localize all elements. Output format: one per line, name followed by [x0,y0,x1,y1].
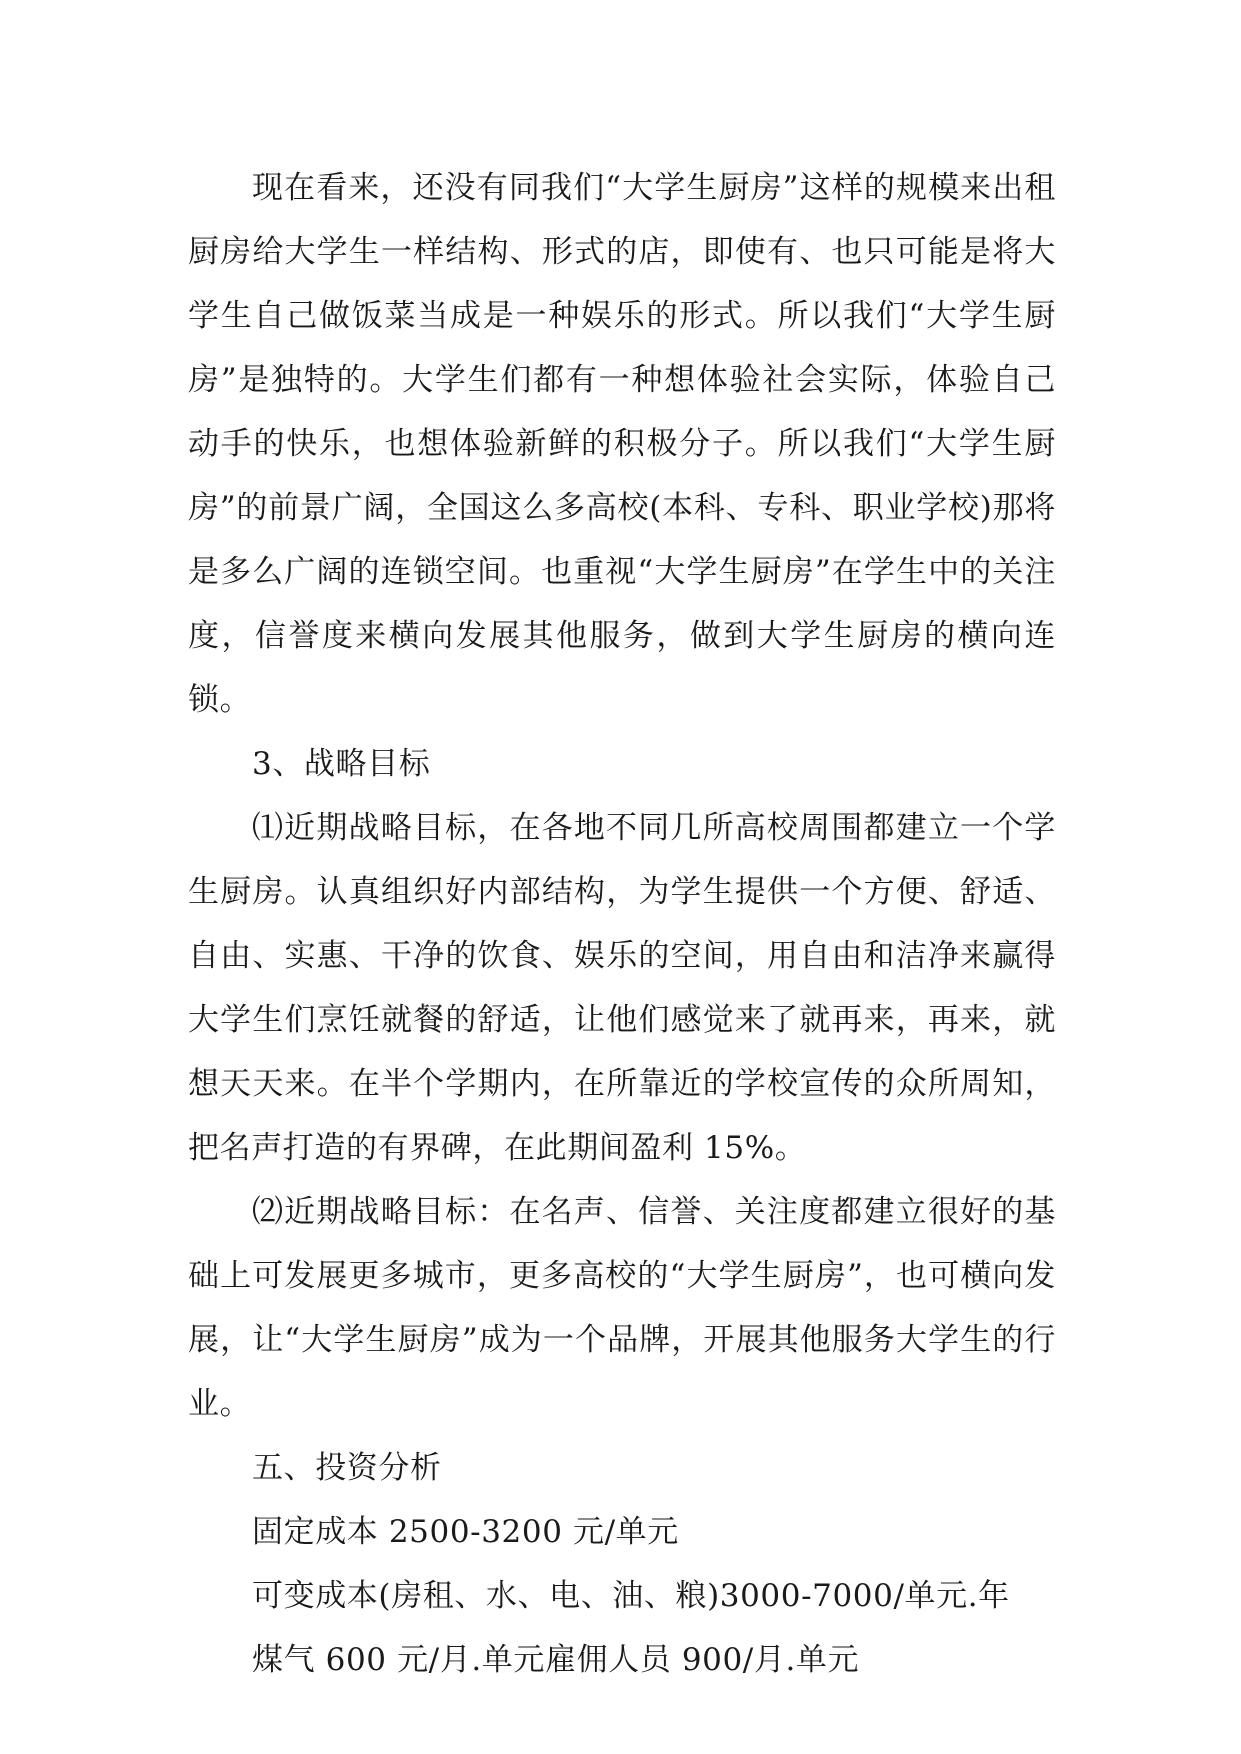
paragraph-short-term-goal-1: ⑴近期战略目标，在各地不同几所高校周围都建立一个学生厨房。认真组织好内部结构，为学生提供一个方便、舒适、自由、实惠、干净的饮食、娱乐的空间，用自由和洁净来赢得大学生们烹饪就餐的舒适，让他们感觉来了就再来，再来，就想天天来。在半个学期内，在所靠近的学校宣传的众所周知，把名声打造的有界碑，在此期间盈利 15%。 [188,810,1056,1166]
line-variable-cost: 可变成本(房租、水、电、油、粮)3000-7000/单元.年 [252,1578,1010,1614]
line-fixed-cost: 固定成本 2500-3200 元/单元 [252,1514,679,1550]
line-gas-and-staff-cost: 煤气 600 元/月.单元雇佣人员 900/月.单元 [252,1642,860,1678]
heading-strategic-goals: 3、战略目标 [252,746,431,782]
document-body [188,156,1056,1692]
paragraph-short-term-goal-2: ⑵近期战略目标：在名声、信誉、关注度都建立很好的基础上可发展更多城市，更多高校的“大学生厨房”，也可横向发展，让“大学生厨房”成为一个品牌，开展其他服务大学生的行业。 [188,1194,1056,1422]
paragraph-competition-analysis: 现在看来，还没有同我们“大学生厨房”这样的规模来出租厨房给大学生一样结构、形式的店，即使有、也只可能是将大学生自己做饭菜当成是一种娱乐的形式。所以我们“大学生厨房”是独特的。大学生们都有一种想体验社会实际，体验自己动手的快乐，也想体验新鲜的积极分子。所以我们“大学生厨房”的前景广阔，全国这么多高校(本科、专科、职业学校)那将是多么广阔的连锁空间。也重视“大学生厨房”在学生中的关注度，信誉度来横向发展其他服务，做到大学生厨房的横向连锁。 [188,170,1056,718]
heading-investment-analysis: 五、投资分析 [252,1450,442,1486]
